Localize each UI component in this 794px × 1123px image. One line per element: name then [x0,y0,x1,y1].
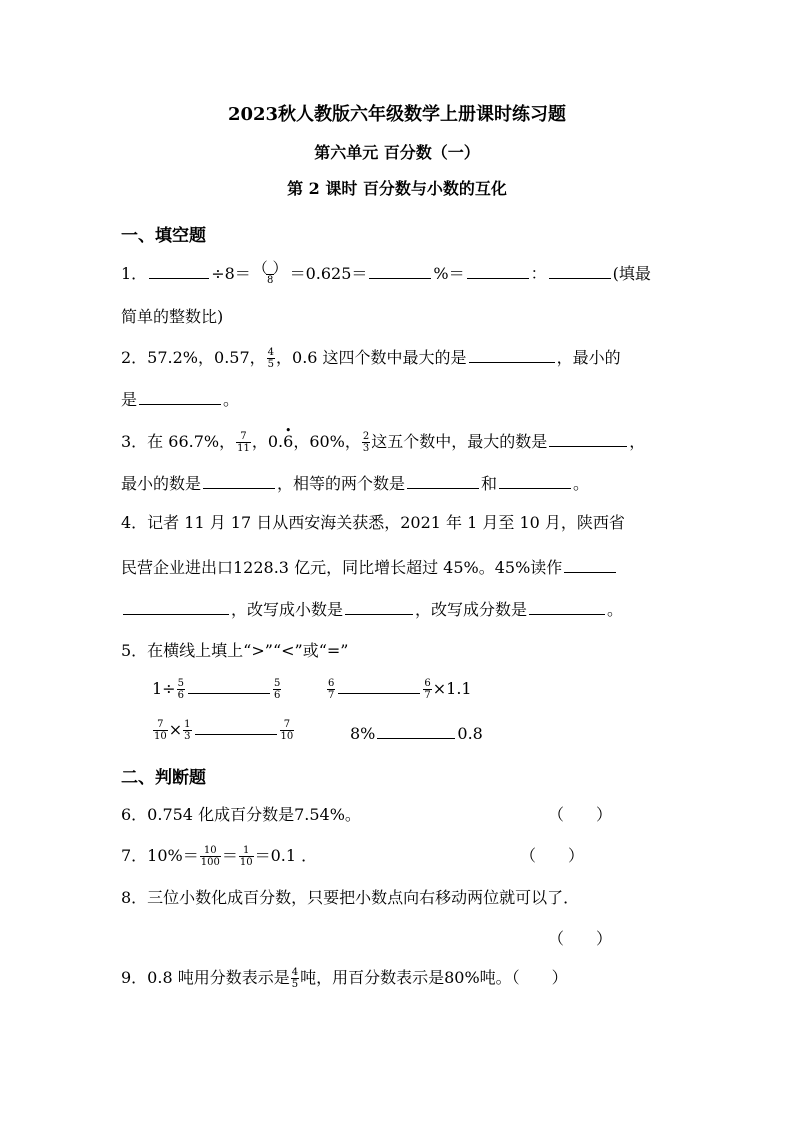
q3-fraction-1-numerator: 7 [240,431,247,442]
q5-item-d [350,722,483,745]
q2-fraction-denominator: 5 [267,359,275,370]
q3-blank-1[interactable] [549,430,627,447]
q2-text-2: ，0.6 这四个数中最大的是 [276,348,467,367]
q6-answer-paren[interactable]: （ ） [548,805,613,824]
question-3-line2 [121,472,589,495]
q7-eq: ＝ [221,846,238,865]
q5-c-fraction-1 [153,719,168,742]
q7-fraction-2-numerator: 1 [243,845,250,856]
q5-c-fraction-2-numerator: 1 [184,719,191,730]
q5-b-post: ×1.1 [432,679,472,698]
q9-post: 吨，用百分数表示是80%吨。（ ） [300,968,568,987]
question-4-line2 [121,556,618,579]
question-2-line2 [121,388,239,411]
q3-text-3: ，60%， [293,432,361,451]
q5-item-c [152,718,295,742]
q5-c-fraction-2-denominator: 3 [184,731,191,742]
q5-a-fraction-2-denominator: 6 [273,690,281,701]
q3-text-5: ， [629,432,646,451]
q1-div8: ÷8＝ [211,264,251,283]
q5-a-fraction-1 [177,678,185,701]
q5-a-pre: 1÷ [152,679,176,698]
q1-number: 1． [121,264,148,283]
q5-b-fraction-1-numerator: 6 [328,678,335,689]
q7-fraction-1-numerator: 10 [203,845,217,856]
q7-fraction-2-denominator: 10 [239,857,253,868]
q5-c-fraction-2 [183,719,191,742]
q3-fraction-1 [236,431,251,454]
q4-blank-1[interactable] [564,556,616,573]
q3-blank-4[interactable] [499,472,571,489]
q3-blank-2[interactable] [203,472,275,489]
question-9 [121,967,568,990]
q3-fraction-1-denominator: 11 [237,443,250,454]
q1-pct: %＝ [433,264,465,283]
q3-text-2: ，0. [251,432,284,451]
q7-post: ＝0.1 ． [254,846,318,865]
q3-blank-3[interactable] [407,472,479,489]
q5-b-fraction-2-denominator: 7 [424,690,431,701]
q5-b-fraction-1-denominator: 7 [328,690,335,701]
q5-a-fraction-1-denominator: 6 [177,690,184,701]
q5-c-fraction-1-numerator: 7 [157,719,164,730]
q5-c-blank[interactable] [195,718,277,735]
q1-tail: (填最 [612,264,651,283]
q5-a-fraction-1-numerator: 5 [177,678,184,689]
q3-fraction-2-denominator: 3 [362,443,370,454]
q9-fraction [291,967,299,990]
q1-blank-2[interactable] [369,262,431,279]
q5-c-fraction-3 [280,719,295,742]
q7-answer-paren[interactable]: （ ） [520,846,585,865]
q5-b-fraction-2 [423,678,431,701]
q5-c-fraction-1-denominator: 10 [154,731,167,742]
q5-a-blank[interactable] [188,677,270,694]
q2-blank-2[interactable] [139,388,221,405]
question-4-line3 [121,598,623,621]
q4-line3-b: ，改写成分数是 [415,600,528,619]
lesson-title: 第 2 课时 百分数与小数的互化 [287,179,507,198]
q1-fraction [252,259,289,286]
q5-b-fraction-2-numerator: 6 [424,678,431,689]
section-fill-heading: 一、填空题 [121,226,206,246]
q9-pre: 9．0.8 吨用分数表示是 [121,968,290,987]
q2-text-3: ，最小的 [556,348,621,367]
section-judge-heading: 二、判断题 [121,768,206,788]
q5-d-post: 0.8 [457,724,483,743]
q4-line3-c: 。 [607,600,624,619]
q7-fraction-1 [200,845,221,868]
q2-fraction-numerator: 4 [267,347,275,358]
q7-fraction-2 [239,845,254,868]
q2-fraction [267,347,275,370]
q5-b-fraction-1 [327,678,335,701]
q5-c-times: × [168,720,183,739]
q4-line2-a: 民营企业进出口1228.3 亿元，同比增长超过 45%。45%读作 [121,558,563,577]
q3-line2-a: 最小的数是 [121,474,202,493]
q1-blank-1[interactable] [149,262,209,279]
question-1 [121,259,651,286]
q1-blank-4[interactable] [549,262,611,279]
question-7 [121,845,317,868]
q3-fraction-2-numerator: 2 [362,431,370,442]
question-4-line1: 4．记者 11 月 17 日从西安海关获悉，2021 年 1 月至 10 月，陕西省 [121,513,625,532]
question-3 [121,430,645,454]
q7-fraction-1-denominator: 100 [200,857,220,868]
q3-line2-d: 。 [573,474,590,493]
q3-text-1: 3．在 66.7%， [121,432,236,451]
q5-c-fraction-3-numerator: 7 [283,719,291,730]
q5-b-blank[interactable] [338,677,420,694]
unit-title: 第六单元 百分数（一） [314,143,480,162]
q4-line3-a: ，改写成小数是 [231,600,344,619]
q9-fraction-numerator: 4 [291,967,299,978]
page-title: 2023秋人教版六年级数学上册课时练习题 [227,104,567,125]
q2-blank-1[interactable] [469,346,555,363]
q5-d-pre: 8% [350,724,376,743]
q5-d-blank[interactable] [377,722,455,739]
question-8: 8．三位小数化成百分数，只要把小数点向右移动两位就可以了． [121,888,580,907]
q5-item-a [152,677,282,701]
question-2 [121,346,621,370]
q1-colon: ： [530,264,547,283]
q3-line2-c: 和 [481,474,498,493]
q1-eq: ＝0.625＝ [289,264,368,283]
q5-item-b [326,677,472,701]
q2-line2-a: 是 [121,390,138,409]
q5-a-fraction-2-numerator: 5 [273,678,281,689]
q8-answer-paren[interactable]: （ ） [548,929,613,948]
question-6: 6．0.754 化成百分数是7.54%。 [121,805,361,824]
q4-blank-2[interactable] [123,598,229,615]
q5-c-fraction-3-denominator: 10 [280,731,294,742]
q7-pre: 7．10%＝ [121,846,199,865]
q9-fraction-denominator: 5 [291,979,299,990]
q3-fraction-2 [362,431,370,454]
q2-line2-b: 。 [223,390,240,409]
q4-blank-3[interactable] [345,598,413,615]
question-5-prompt: 5．在横线上填上“>”“<”或“=” [121,641,349,660]
q3-text-4: 这五个数中，最大的数是 [371,432,548,451]
q1-fraction-denominator: 8 [266,275,274,286]
q3-line2-b: ，相等的两个数是 [277,474,406,493]
q4-blank-4[interactable] [529,598,605,615]
q1-fraction-numerator[interactable]: （ ） [252,259,288,277]
question-1-line2: 简单的整数比) [121,307,224,326]
q3-repeating-digit: • 6 [283,431,293,453]
q1-blank-3[interactable] [467,262,529,279]
q2-text-1: 2．57.2%，0.57， [121,348,266,367]
q5-a-fraction-2 [273,678,281,701]
